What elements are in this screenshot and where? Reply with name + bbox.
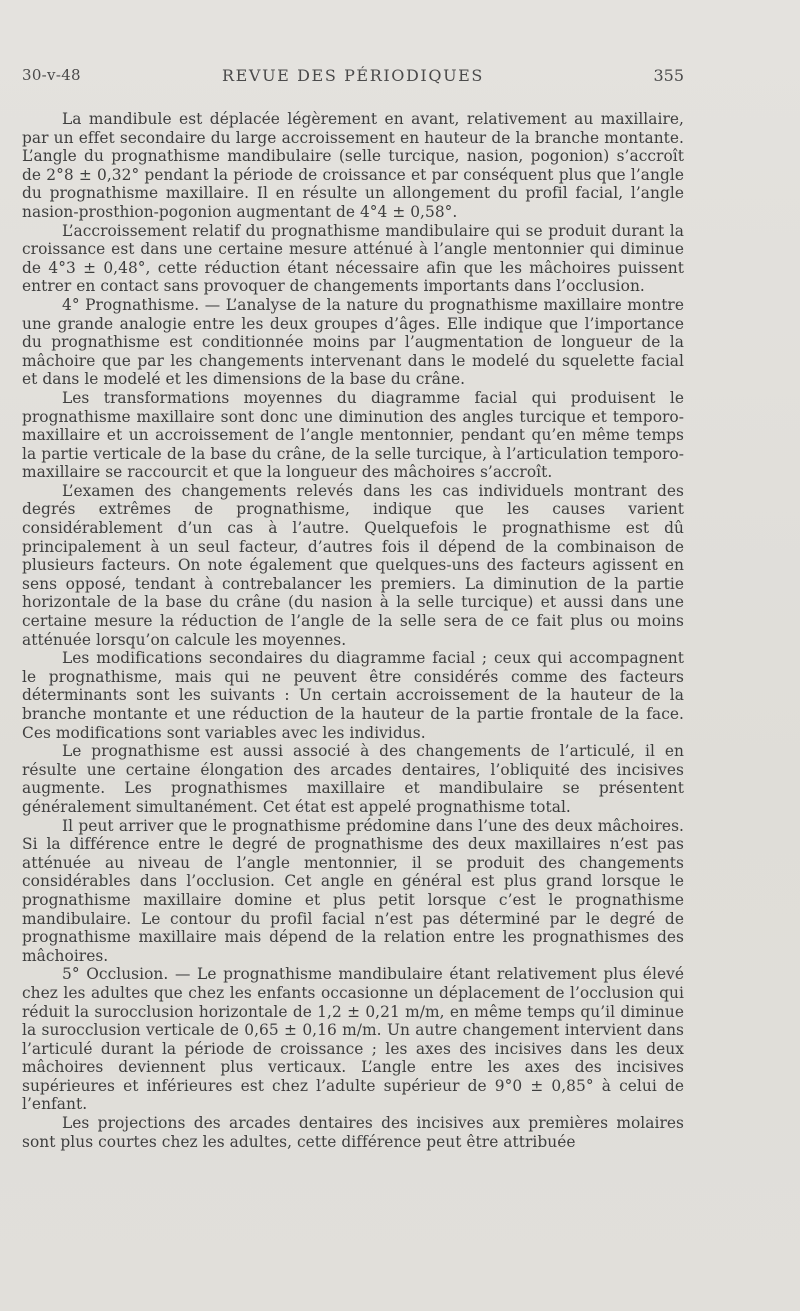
paragraph: Les transformations moyennes du diagramme facial qui produisent le prognathisme maxillaire sont donc une diminution des angles turcique et temporo-maxillaire et un accroissement de l’angle mentonnier, pendant qu’en même temps la partie verticale de la base du crâne, de la selle turcique, à l’articulation temporo-maxillaire se raccourcit et que la longueur des mâchoires s’accroît. xyxy=(22,388,684,482)
paragraph: 4° Prognathisme. — L’analyse de la nature du prognathisme maxillaire montre une grande analogie entre les deux groupes d’âges. Elle indique que l’importance du prognathisme est conditionnée moins par l’augmentation de longueur de la mâchoire que par les changements intervenant dans le modelé du squelette facial et dans le modelé et les dimensions de la base du crâne. xyxy=(22,295,684,389)
paragraph: Les modifications secondaires du diagramme facial ; ceux qui accompagnent le prognathisme, mais qui ne peuvent être considérés comme des facteurs déterminants sont les suivants : Un certain accroissement de la hauteur de la branche montante et une réduction de la hauteur de la partie frontale de la face. Ces modifications sont variables avec les individus. xyxy=(22,649,684,742)
paragraph: Les projections des arcades dentaires des incisives aux premières molaires sont plus courtes chez les adultes, cette différence peut être attribuée xyxy=(22,1114,684,1151)
header-date: 30-v-48 xyxy=(22,66,81,84)
page-number: 355 xyxy=(653,66,684,85)
running-header xyxy=(22,62,684,92)
journal-title: REVUE DES PÉRIODIQUES xyxy=(221,66,484,85)
paragraph: L’accroissement relatif du prognathisme mandibulaire qui se produit durant la croissance est dans une certaine mesure atténué à l’angle mentonnier qui diminue de 4°3 ± 0,48°, cette réduction étant nécessaire afin que les mâchoires puissent entrer en contact sans provoquer de changements importants dans l’occlusion. xyxy=(22,221,684,296)
paragraph: Il peut arriver que le prognathisme prédomine dans l’une des deux mâchoires. Si la différence entre le degré de prognathisme des deux maxillaires n’est pas atténuée au niveau de l’angle mentonnier, il se produit des changements considérables dans l’occlusion. Cet angle en général est plus grand lorsque le prognathisme maxillaire domine et plus petit lorsque c’est le prognathisme mandibulaire. Le contour du profil facial n’est pas déterminé par le degré de prognathisme maxillaire mais dépend de la relation entre les prognathismes des mâchoires. xyxy=(22,816,684,965)
paragraph: Le prognathisme est aussi associé à des changements de l’articulé, il en résulte une certaine élongation des arcades dentaires, l’obliquité des incisives augmente. Les prognathismes maxillaire et mandibulaire se présentent généralement simultanément. Cet état est appelé prognathisme total. xyxy=(22,742,684,816)
article-body xyxy=(22,110,684,1151)
paragraph: La mandibule est déplacée légèrement en avant, relativement au maxillaire, par un effet secondaire du large accroissement en hauteur de la branche montante. L’angle du prognathisme mandibulaire (selle turcique, nasion, pogonion) s’accroît de 2°8 ± 0,32° pendant la période de croissance et par conséquent plus que l’angle du prognathisme maxillaire. Il en résulte un allongement du profil facial, l’angle nasion-prosthion-pogonion augmentant de 4°4 ± 0,58°. xyxy=(22,110,684,221)
paragraph: 5° Occlusion. — Le prognathisme mandibulaire étant relativement plus élevé chez les adultes que chez les enfants occasionne un déplacement de l’occlusion qui réduit la surocclusion horizontale de 1,2 ± 0,21 m/m, en même temps qu’il diminue la surocclusion verticale de 0,65 ± 0,16 m/m. Un autre changement intervient dans l’articulé durant la période de croissance ; les axes des incisives dans les deux mâchoires deviennent plus verticaux. L’angle entre les axes des incisives supérieures et inférieures est chez l’adulte supérieur de 9°0 ± 0,85° à celui de l’enfant. xyxy=(22,965,684,1114)
paragraph: L’examen des changements relevés dans les cas individuels montrant des degrés extrêmes de prognathisme, indique que les causes varient considérablement d’un cas à l’autre. Quelquefois le prognathisme est dû principalement à un seul facteur, d’autres fois il dépend de la combinaison de plusieurs facteurs. On note également que quelques-uns des facteurs agissent en sens opposé, tendant à contrebalancer les premiers. La diminution de la partie horizontale de la base du crâne (du nasion à la selle turcique) et aussi dans une certaine mesure la réduction de l’angle de la selle sera de ce fait plus ou moins atténuée lorsqu’on calcule les moyennes. xyxy=(22,481,684,649)
